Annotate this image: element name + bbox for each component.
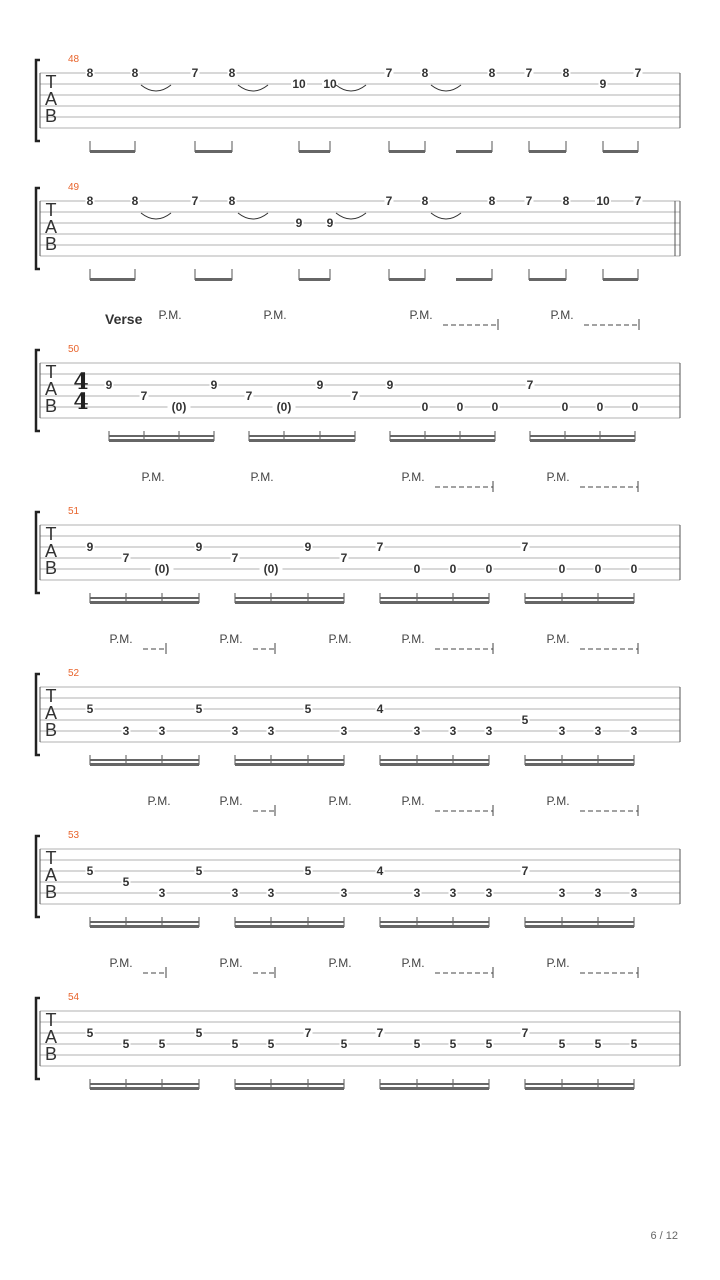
- tab-clef-letter: B: [44, 396, 58, 416]
- beam-secondary: [525, 759, 634, 761]
- palm-mute-label: P.M.: [546, 956, 570, 970]
- fret-number: 3: [122, 724, 130, 738]
- beam: [235, 1087, 344, 1090]
- tab-clef-letter: T: [45, 848, 57, 868]
- measure-number: 52: [68, 668, 80, 679]
- tie-arc: [141, 213, 171, 219]
- tie-arc: [238, 85, 268, 91]
- fret-number: 8: [562, 194, 570, 208]
- fret-number: 8: [228, 194, 236, 208]
- tab-clef-letter: A: [44, 1027, 58, 1047]
- fret-number: 9: [304, 540, 312, 554]
- beam: [249, 439, 355, 442]
- beam: [456, 278, 492, 281]
- fret-number: 0: [456, 400, 464, 414]
- fret-number: 10: [596, 194, 610, 208]
- fret-number: 7: [385, 194, 393, 208]
- time-signature-top: 4: [73, 369, 89, 395]
- beam: [90, 278, 135, 281]
- beam: [195, 278, 232, 281]
- palm-mute-label: P.M.: [109, 632, 133, 646]
- measure-number: 53: [68, 830, 80, 841]
- fret-number: 3: [340, 724, 348, 738]
- staff-bracket: [36, 188, 40, 269]
- staff-bracket: [36, 998, 40, 1079]
- fret-number: (0): [154, 562, 170, 576]
- palm-mute-label: P.M.: [401, 794, 425, 808]
- fret-number: 7: [385, 66, 393, 80]
- tab-clef-letter: A: [44, 89, 58, 109]
- fret-number: 5: [485, 1037, 493, 1051]
- fret-number: 5: [558, 1037, 566, 1051]
- fret-number: 5: [122, 1037, 130, 1051]
- tab-clef-letter: T: [45, 362, 57, 382]
- fret-number: 3: [340, 886, 348, 900]
- palm-mute-label: P.M.: [158, 308, 182, 322]
- beam: [525, 925, 634, 928]
- fret-number: 3: [413, 886, 421, 900]
- fret-number: 3: [485, 724, 493, 738]
- beam-secondary: [90, 1083, 199, 1085]
- tie-arc: [336, 85, 366, 91]
- beam-secondary: [90, 597, 199, 599]
- measure-number: 48: [68, 54, 80, 65]
- beam: [525, 1087, 634, 1090]
- measure-number: 54: [68, 992, 80, 1003]
- fret-number: 0: [631, 400, 639, 414]
- staff-bracket: [36, 836, 40, 917]
- fret-number: 3: [267, 724, 275, 738]
- fret-number: 7: [376, 1026, 384, 1040]
- tab-clef-letter: B: [44, 882, 58, 902]
- fret-number: 0: [421, 400, 429, 414]
- fret-number: 0: [630, 562, 638, 576]
- beam: [299, 150, 330, 153]
- beam-secondary: [109, 435, 214, 437]
- fret-number: 3: [158, 724, 166, 738]
- beam: [109, 439, 214, 442]
- tab-clef-letter: A: [44, 217, 58, 237]
- fret-number: 0: [413, 562, 421, 576]
- fret-number: 5: [304, 702, 312, 716]
- fret-number: 9: [386, 378, 394, 392]
- beam-secondary: [525, 597, 634, 599]
- beam: [529, 278, 566, 281]
- beam: [525, 601, 634, 604]
- fret-number: 3: [267, 886, 275, 900]
- fret-number: 7: [340, 551, 348, 565]
- fret-number: 7: [526, 378, 534, 392]
- tab-clef-letter: B: [44, 1044, 58, 1064]
- fret-number: 5: [521, 713, 529, 727]
- fret-number: 7: [122, 551, 130, 565]
- beam-secondary: [530, 435, 635, 437]
- fret-number: 0: [491, 400, 499, 414]
- fret-number: 5: [594, 1037, 602, 1051]
- fret-number: 9: [599, 77, 607, 91]
- fret-number: 8: [131, 194, 139, 208]
- fret-number: 8: [421, 66, 429, 80]
- palm-mute-label: P.M.: [219, 632, 243, 646]
- palm-mute-label: P.M.: [328, 956, 352, 970]
- fret-number: 3: [594, 724, 602, 738]
- palm-mute-label: P.M.: [219, 794, 243, 808]
- fret-number: 8: [488, 66, 496, 80]
- fret-number: 7: [351, 389, 359, 403]
- beam-secondary: [380, 759, 489, 761]
- fret-number: 7: [245, 389, 253, 403]
- section-label: Verse: [105, 311, 143, 327]
- beam: [525, 763, 634, 766]
- tie-arc: [336, 213, 366, 219]
- tab-clef-letter: T: [45, 686, 57, 706]
- beam-secondary: [525, 1083, 634, 1085]
- beam-secondary: [525, 921, 634, 923]
- palm-mute-label: P.M.: [401, 632, 425, 646]
- tab-clef-letter: B: [44, 720, 58, 740]
- fret-number: 5: [122, 875, 130, 889]
- fret-number: 3: [558, 886, 566, 900]
- beam: [530, 439, 635, 442]
- tab-clef-letter: T: [45, 524, 57, 544]
- tab-clef-letter: A: [44, 865, 58, 885]
- fret-number: 5: [195, 864, 203, 878]
- fret-number: 3: [231, 886, 239, 900]
- fret-number: 7: [521, 864, 529, 878]
- beam: [380, 1087, 489, 1090]
- beam: [235, 763, 344, 766]
- staff-bracket: [36, 350, 40, 431]
- palm-mute-label: P.M.: [141, 470, 165, 484]
- fret-number: 7: [634, 66, 642, 80]
- beam: [380, 763, 489, 766]
- time-signature-bottom: 4: [73, 389, 89, 415]
- fret-number: 5: [231, 1037, 239, 1051]
- fret-number: 3: [630, 886, 638, 900]
- beam: [603, 150, 638, 153]
- fret-number: 7: [191, 66, 199, 80]
- fret-number: 3: [449, 724, 457, 738]
- beam-secondary: [390, 435, 495, 437]
- tab-clef-letter: B: [44, 106, 58, 126]
- fret-number: 3: [413, 724, 421, 738]
- fret-number: 4: [376, 702, 384, 716]
- fret-number: 5: [86, 702, 94, 716]
- palm-mute-label: P.M.: [401, 956, 425, 970]
- fret-number: 0: [594, 562, 602, 576]
- palm-mute-label: P.M.: [263, 308, 287, 322]
- beam: [90, 763, 199, 766]
- fret-number: 5: [158, 1037, 166, 1051]
- fret-number: 10: [292, 77, 306, 91]
- fret-number: 7: [525, 194, 533, 208]
- fret-number: 7: [521, 540, 529, 554]
- palm-mute-label: P.M.: [147, 794, 171, 808]
- fret-number: 3: [485, 886, 493, 900]
- fret-number: 5: [304, 864, 312, 878]
- beam: [380, 925, 489, 928]
- fret-number: 3: [558, 724, 566, 738]
- beam: [299, 278, 330, 281]
- fret-number: 9: [316, 378, 324, 392]
- tab-clef-letter: B: [44, 558, 58, 578]
- tab-clef-letter: B: [44, 234, 58, 254]
- beam-secondary: [235, 1083, 344, 1085]
- beam: [90, 1087, 199, 1090]
- palm-mute-label: P.M.: [546, 632, 570, 646]
- beam: [389, 150, 425, 153]
- fret-number: 0: [561, 400, 569, 414]
- beam: [235, 925, 344, 928]
- fret-number: 10: [323, 77, 337, 91]
- fret-number: 0: [596, 400, 604, 414]
- beam: [456, 150, 492, 153]
- fret-number: 0: [449, 562, 457, 576]
- fret-number: 5: [413, 1037, 421, 1051]
- palm-mute-label: P.M.: [409, 308, 433, 322]
- fret-number: 5: [630, 1037, 638, 1051]
- fret-number: 7: [191, 194, 199, 208]
- palm-mute-label: P.M.: [546, 470, 570, 484]
- fret-number: 4: [376, 864, 384, 878]
- beam-secondary: [90, 759, 199, 761]
- fret-number: 8: [86, 194, 94, 208]
- staff-bracket: [36, 60, 40, 141]
- fret-number: (0): [276, 400, 292, 414]
- tab-clef-letter: A: [44, 379, 58, 399]
- palm-mute-label: P.M.: [401, 470, 425, 484]
- beam-secondary: [90, 921, 199, 923]
- fret-number: 8: [131, 66, 139, 80]
- palm-mute-label: P.M.: [328, 794, 352, 808]
- measure-number: 51: [68, 506, 80, 517]
- fret-number: 7: [525, 66, 533, 80]
- beam-secondary: [380, 1083, 489, 1085]
- beam: [529, 150, 566, 153]
- beam-secondary: [235, 597, 344, 599]
- fret-number: 9: [195, 540, 203, 554]
- fret-number: 3: [630, 724, 638, 738]
- beam-secondary: [380, 921, 489, 923]
- fret-number: (0): [263, 562, 279, 576]
- beam: [603, 278, 638, 281]
- tab-clef-letter: T: [45, 1010, 57, 1030]
- fret-number: 7: [634, 194, 642, 208]
- beam: [90, 925, 199, 928]
- tab-clef-letter: A: [44, 703, 58, 723]
- fret-number: 3: [158, 886, 166, 900]
- palm-mute-label: P.M.: [328, 632, 352, 646]
- measure-number: 50: [68, 344, 80, 355]
- beam-secondary: [249, 435, 355, 437]
- fret-number: 9: [210, 378, 218, 392]
- staff-bracket: [36, 512, 40, 593]
- fret-number: 5: [267, 1037, 275, 1051]
- beam: [90, 601, 199, 604]
- tie-arc: [431, 85, 461, 91]
- beam: [235, 601, 344, 604]
- fret-number: 7: [304, 1026, 312, 1040]
- beam-secondary: [235, 759, 344, 761]
- fret-number: 3: [231, 724, 239, 738]
- fret-number: 9: [86, 540, 94, 554]
- fret-number: 7: [521, 1026, 529, 1040]
- tie-arc: [238, 213, 268, 219]
- beam: [390, 439, 495, 442]
- fret-number: 8: [421, 194, 429, 208]
- beam-secondary: [235, 921, 344, 923]
- fret-number: 9: [295, 216, 303, 230]
- fret-number: 9: [326, 216, 334, 230]
- palm-mute-label: P.M.: [109, 956, 133, 970]
- fret-number: (0): [171, 400, 187, 414]
- palm-mute-label: P.M.: [219, 956, 243, 970]
- page-number: 6 / 12: [650, 1230, 678, 1242]
- staff-bracket: [36, 674, 40, 755]
- fret-number: 7: [231, 551, 239, 565]
- fret-number: 7: [376, 540, 384, 554]
- palm-mute-label: P.M.: [546, 794, 570, 808]
- tab-clef-letter: T: [45, 72, 57, 92]
- fret-number: 9: [105, 378, 113, 392]
- fret-number: 5: [195, 1026, 203, 1040]
- measure-number: 49: [68, 182, 80, 193]
- beam-secondary: [380, 597, 489, 599]
- fret-number: 5: [340, 1037, 348, 1051]
- beam: [195, 150, 232, 153]
- fret-number: 0: [558, 562, 566, 576]
- fret-number: 3: [594, 886, 602, 900]
- fret-number: 8: [488, 194, 496, 208]
- fret-number: 5: [449, 1037, 457, 1051]
- fret-number: 8: [228, 66, 236, 80]
- fret-number: 5: [195, 702, 203, 716]
- fret-number: 3: [449, 886, 457, 900]
- tie-arc: [431, 213, 461, 219]
- palm-mute-label: P.M.: [550, 308, 574, 322]
- fret-number: 7: [140, 389, 148, 403]
- beam: [389, 278, 425, 281]
- fret-number: 8: [562, 66, 570, 80]
- fret-number: 0: [485, 562, 493, 576]
- palm-mute-label: P.M.: [250, 470, 274, 484]
- beam: [380, 601, 489, 604]
- fret-number: 5: [86, 1026, 94, 1040]
- fret-number: 8: [86, 66, 94, 80]
- fret-number: 5: [86, 864, 94, 878]
- beam: [90, 150, 135, 153]
- tab-clef-letter: T: [45, 200, 57, 220]
- tab-clef-letter: A: [44, 541, 58, 561]
- tie-arc: [141, 85, 171, 91]
